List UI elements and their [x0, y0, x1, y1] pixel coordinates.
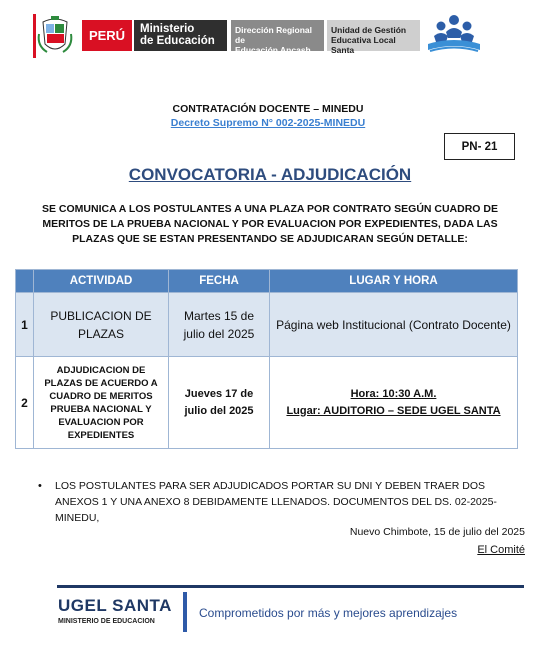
- row-actividad: ADJUDICACION DE PLAZAS DE ACUERDO A CUADRO DE MERITOS PRUEBA NACIONAL Y EVALUACION POR EXPEDIENTES: [34, 357, 169, 449]
- peru-coat-of-arms-icon: [33, 14, 77, 58]
- ugel-santa-people-book-icon: [424, 14, 484, 56]
- table-row: [16, 357, 518, 449]
- decreto-link[interactable]: Decreto Supremo N° 002-2025-MINEDU: [170, 117, 366, 129]
- bullet-icon: •: [38, 480, 42, 492]
- row-lugar-text: Lugar: AUDITORIO – SEDE UGEL SANTA: [286, 404, 501, 417]
- ugel-line2: Educativa Local Santa: [331, 35, 396, 55]
- page-title: CONVOCATORIA - ADJUDICACIÓN: [128, 165, 412, 184]
- contratacion-heading: CONTRATACIÓN DOCENTE – MINEDU: [172, 103, 364, 115]
- row-hora-text: Hora: 10:30 A.M.: [350, 387, 437, 400]
- table-row: [16, 293, 518, 357]
- table-header-lugar: LUGAR Y HORA: [270, 270, 518, 293]
- row-fecha: Jueves 17 de julio del 2025: [169, 357, 270, 449]
- ugel-line1: Unidad de Gestión: [331, 25, 407, 35]
- ugel-logo-label: [327, 20, 420, 55]
- peru-logo-label: PERÚ: [82, 20, 132, 51]
- table-header-row: [16, 270, 518, 293]
- row-number: 1: [16, 293, 34, 357]
- intro-paragraph: SE COMUNICA A LOS POSTULANTES A UNA PLAZA POR CONTRATO SEGÚN CUADRO DE MERITOS DE LA PRUEBA NACIONAL Y POR EVALUACION POR EXPEDIENTES, DADA LAS PLAZAS QUE SE ESTAN PRESENTANDO SE ADJUDICARAN SEGÚN DETALLE:: [42, 203, 498, 245]
- signer: El Comité: [477, 544, 525, 556]
- table-header-fecha: FECHA: [169, 270, 270, 293]
- footer-separator: [183, 592, 187, 632]
- footer-ministerio: MINISTERIO DE EDUCACION: [58, 618, 155, 625]
- minedu-line1: Ministerio: [140, 23, 195, 35]
- schedule-table: [15, 269, 518, 449]
- pn-code-box: PN- 21: [444, 133, 515, 160]
- row-lugar: Página web Institucional (Contrato Docente): [270, 293, 518, 357]
- footer-divider: [57, 585, 524, 588]
- row-fecha: Martes 15 de julio del 2025: [169, 293, 270, 357]
- row-lugar: [270, 357, 518, 449]
- note-text: LOS POSTULANTES PARA SER ADJUDICADOS PORTAR SU DNI Y DEBEN TRAER DOS ANEXOS 1 Y UNA ANEXO 8 DEBIDAMENTE LLENADOS. DOCUMENTOS DEL DS. 02-2025-MINEDU,: [55, 480, 497, 524]
- table-header-num: [16, 270, 34, 293]
- footer-ugel-logo: UGEL SANTA: [58, 596, 172, 615]
- footer-slogan: Comprometidos por más y mejores aprendizajes: [199, 606, 458, 620]
- minedu-logo-label: [134, 20, 227, 51]
- drea-line2: Educación Ancash: [235, 45, 311, 55]
- table-header-actividad: ACTIVIDAD: [34, 270, 169, 293]
- row-number: 2: [16, 357, 34, 449]
- drea-logo-label: [231, 20, 324, 55]
- row-actividad: PUBLICACION DE PLAZAS: [34, 293, 169, 357]
- place-date: Nuevo Chimbote, 15 de julio del 2025: [349, 526, 525, 538]
- minedu-line2: de Educación: [140, 35, 215, 47]
- drea-line1: Dirección Regional de: [235, 25, 312, 45]
